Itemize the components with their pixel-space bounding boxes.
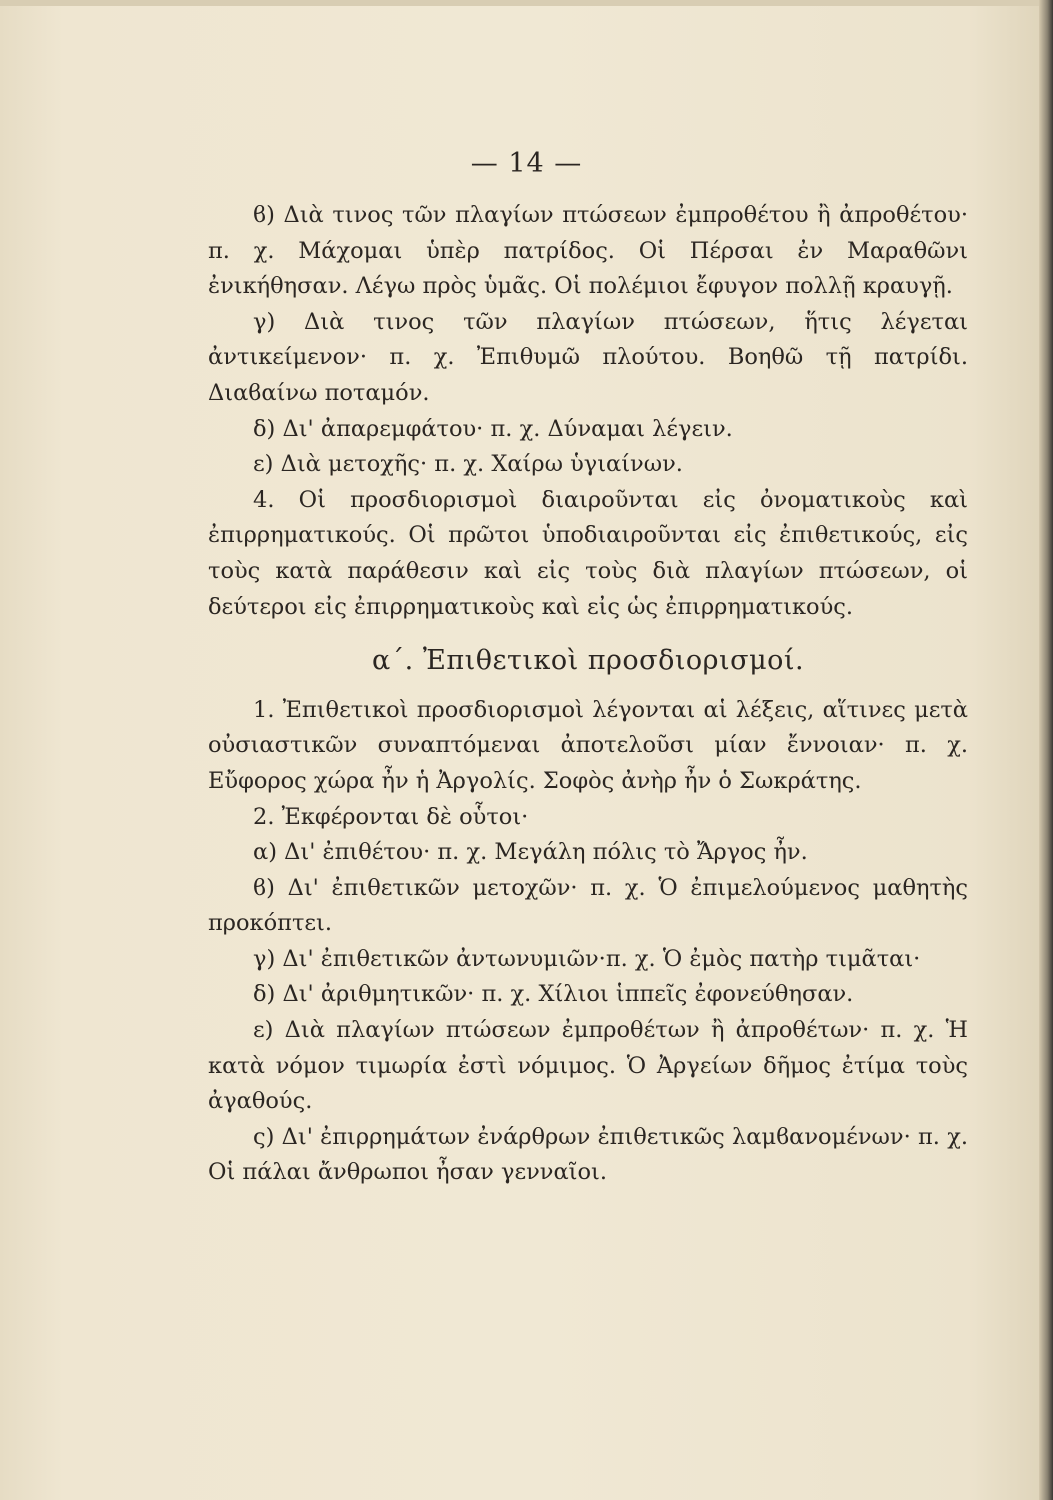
page-binding-edge <box>1039 0 1053 1500</box>
paragraph-beta: ϐ) Διὰ τινος τῶν πλαγίων πτώσεων ἐμπροθέτου ἢ ἀπροθέτου· π. χ. Μάχομαι ὑπὲρ πατρίδος. Οἱ Πέρσαι ἐν Μαραθῶνι ἐνικήθησαν. Λέγω πρὸς ὑμᾶς. Οἱ πολέμιοι ἔφυγον πολλῇ κραυγῇ. <box>208 202 968 300</box>
page-number: — 14 — <box>470 148 583 179</box>
paragraph-4: 4. Οἱ προσδιορισμοὶ διαιροῦνται εἰς ὀνοματικοὺς καὶ ἐπιρρηματικούς. Οἱ πρῶτοι ὑποδιαιροῦνται εἰς ἐπιθετικούς, εἰς τοὺς κατὰ παράθεσιν καὶ εἰς τοὺς διὰ πλαγίων πτώσεων, οἱ δεύτεροι εἰς ἐπιρρηματικοὺς καὶ εἰς ὡς ἐπιρρηματικούς. <box>208 486 968 620</box>
paragraph-1: 1. Ἐπιθετικοὶ προσδιορισμοὶ λέγονται αἱ λέξεις, αἵτινες μετὰ οὐσιαστικῶν συναπτόμεναι ἀποτελοῦσι μίαν ἔννοιαν· π. χ. Εὔφορος χώρα ἦν ἡ Ἀργολίς. Σοφὸς ἀνὴρ ἦν ὁ Σωκράτης. <box>208 696 968 794</box>
section-heading: α΄. Ἐπιθετικοὶ προσδιορισμοί. <box>371 645 805 677</box>
paragraph-2-gamma: γ) Δι' ἐπιθετικῶν ἀντωνυμιῶν·π. χ. Ὁ ἐμὸς πατὴρ τιμᾶται· <box>253 945 921 972</box>
page-top-edge <box>0 0 1053 6</box>
paragraph-gamma: γ) Διὰ τινος τῶν πλαγίων πτώσεων, ἥτις λέγεται ἀντικείμενον· π. χ. Ἐπιθυμῶ πλούτου. Βοηθῶ τῇ πατρίδι. Διαϐαίνω ποταμόν. <box>208 308 968 406</box>
paragraph-2-delta: δ) Δι' ἀριθμητικῶν· π. χ. Χίλιοι ἱππεῖς ἐφονεύθησαν. <box>253 981 854 1008</box>
paragraph-delta: δ) Δι' ἀπαρεμφάτου· π. χ. Δύναμαι λέγειν. <box>253 415 733 442</box>
paragraph-2-stigma: ς) Δι' ἐπιρρημάτων ἐνάρθρων ἐπιθετικῶς λαμϐανομένων· π. χ. Οἱ πάλαι ἄνθρωποι ἦσαν γενναῖοι. <box>208 1123 968 1186</box>
paragraph-2: 2. Ἐκφέρονται δὲ οὗτοι· <box>253 803 529 830</box>
paragraph-2-alpha: α) Δι' ἐπιθέτου· π. χ. Μεγάλη πόλις τὸ Ἄργος ἦν. <box>253 839 808 866</box>
paragraph-2-beta: ϐ) Δι' ἐπιθετικῶν μετοχῶν· π. χ. Ὁ ἐπιμελούμενος μαθητὴς προκόπτει. <box>208 874 968 937</box>
page-text <box>208 198 968 1191</box>
paragraph-2-epsilon: ε) Διὰ πλαγίων πτώσεων ἐμπροθέτων ἢ ἀπροθέτων· π. χ. Ἡ κατὰ νόμον τιμωρία ἐστὶ νόμιμος. Ὁ Ἀργείων δῆμος ἐτίμα τοὺς ἀγαθούς. <box>208 1017 968 1115</box>
paragraph-epsilon: ε) Διὰ μετοχῆς· π. χ. Χαίρω ὑγιαίνων. <box>253 451 683 478</box>
